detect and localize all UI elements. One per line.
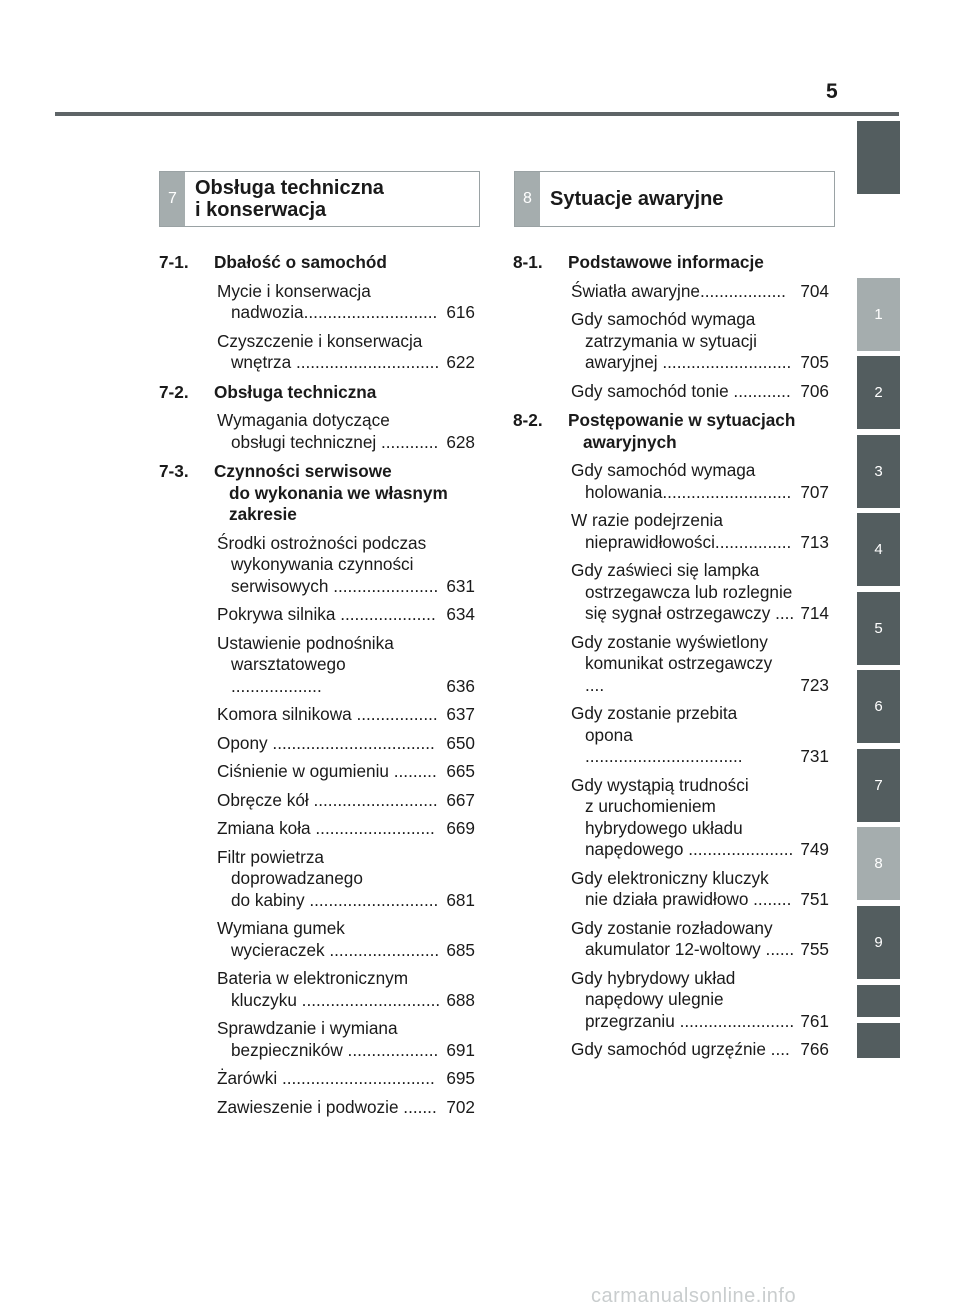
chapter-tab[interactable] xyxy=(857,1023,900,1058)
toc-entry-page: 669 xyxy=(446,818,475,838)
toc-entry-title: Filtr powietrza doprowadzanego do kabiny ........................... xyxy=(217,846,439,910)
chapter-tab-label: 5 xyxy=(874,620,883,637)
toc-entry-page: 636 xyxy=(446,675,475,696)
toc-entry-page: 751 xyxy=(800,889,829,909)
toc-entry-page: 667 xyxy=(446,789,475,810)
toc-entry[interactable] xyxy=(159,410,475,453)
toc-entry-page: 704 xyxy=(800,280,829,301)
toc-entry[interactable] xyxy=(159,761,475,783)
chapter-tab-label: 2 xyxy=(874,384,883,401)
toc-entry-title: Gdy hybrydowy układ napędowy ulegnie przegrzaniu ........................ xyxy=(571,967,795,1031)
toc-entry[interactable] xyxy=(513,381,829,403)
chapter-tab-label: 1 xyxy=(874,306,883,323)
toc-entry[interactable] xyxy=(513,309,829,374)
toc-entry[interactable] xyxy=(159,1097,475,1119)
chapter-tab[interactable] xyxy=(857,278,900,351)
toc-entry[interactable] xyxy=(159,818,475,840)
section-number: 7-1. xyxy=(159,252,189,272)
toc-entry-page: 681 xyxy=(446,889,475,910)
section-number: 8-2. xyxy=(513,410,543,430)
header-rule xyxy=(55,112,899,116)
toc-entry-title: Mycie i konserwacja nadwozia............................ xyxy=(217,280,438,322)
chapter-tab[interactable] xyxy=(857,827,900,900)
toc-entry-title: Opony .................................. xyxy=(217,732,435,753)
toc-entry-page: 637 xyxy=(446,704,475,724)
toc-entry-title: Gdy zostanie rozładowany akumulator 12-woltowy ...... xyxy=(571,917,795,959)
toc-entry-page: 650 xyxy=(446,732,475,753)
chapter-tab-label: 8 xyxy=(874,855,883,872)
toc-entry[interactable] xyxy=(513,918,829,961)
toc-entry-page: 706 xyxy=(800,380,829,401)
toc-entry-page: 702 xyxy=(446,1096,475,1117)
toc-entry-page: 631 xyxy=(446,575,475,596)
chapter-tab-label: 4 xyxy=(874,541,883,558)
toc-entry[interactable] xyxy=(159,633,475,698)
toc-entry-title: Czyszczenie i konserwacja wnętrza .............................. xyxy=(217,330,440,372)
toc-section xyxy=(513,410,829,453)
chapter-tab-label: 6 xyxy=(874,698,883,715)
toc-entry-page: 695 xyxy=(446,1068,475,1088)
toc-entry[interactable] xyxy=(159,331,475,374)
toc-column-chapter-8 xyxy=(513,244,829,1061)
toc-entry-page: 665 xyxy=(446,761,475,781)
toc-entry-title: Gdy zaświeci się lampka ostrzegawcza lub rozlegnie się sygnał ostrzegawczy .... xyxy=(571,560,795,623)
toc-entry-page: 628 xyxy=(446,431,475,452)
toc-entry-title: Środki ostrożności podczas wykonywania czynności serwisowych ...................... xyxy=(217,532,439,596)
toc-entry-title: Gdy elektroniczny kluczyk nie działa prawidłowo ........ xyxy=(571,867,792,909)
toc-entry[interactable] xyxy=(159,790,475,812)
toc-entry[interactable] xyxy=(513,281,829,303)
toc-entry-title: Obręcze kół .......................... xyxy=(217,789,438,810)
toc-entry-page: 685 xyxy=(446,939,475,960)
toc-section xyxy=(159,461,475,526)
toc-entry-title: Pokrywa silnika .................... xyxy=(217,604,436,624)
chapter-tab-label: 3 xyxy=(874,463,883,480)
page-number: 5 xyxy=(826,80,838,103)
section-number: 8-1. xyxy=(513,252,543,272)
chapter-tab[interactable] xyxy=(857,985,900,1017)
toc-entry-title: Gdy zostanie wyświetlony komunikat ostrzegawczy .... xyxy=(571,631,773,695)
chapter-title: Sytuacje awaryjne xyxy=(550,188,724,210)
toc-entry-page: 766 xyxy=(800,1039,829,1059)
toc-entry-page: 622 xyxy=(446,352,475,372)
toc-entry-page: 616 xyxy=(446,302,475,322)
toc-entry[interactable] xyxy=(513,632,829,697)
toc-entry-page: 755 xyxy=(800,939,829,959)
toc-entry-page: 761 xyxy=(800,1010,829,1031)
chapter-tab[interactable] xyxy=(857,592,900,665)
chapter-number: 7 xyxy=(160,172,185,226)
toc-entry-title: Ciśnienie w ogumieniu ......... xyxy=(217,761,437,781)
toc-entry-title: Wymagania dotyczące obsługi technicznej ............ xyxy=(217,410,439,452)
section-title: Postępowanie w sytuacjach awaryjnych xyxy=(568,410,796,452)
toc-entry-page: 634 xyxy=(446,604,475,624)
toc-entry[interactable] xyxy=(513,968,829,1033)
toc-entry-title: Gdy samochód wymaga holowania........................... xyxy=(571,460,792,502)
chapter-tab[interactable] xyxy=(857,435,900,508)
toc-entry-title: Żarówki ................................ xyxy=(217,1068,435,1088)
toc-entry-title: Zawieszenie i podwozie ....... xyxy=(217,1096,437,1117)
toc-entry-title: Sprawdzanie i wymiana bezpieczników ................... xyxy=(217,1018,439,1060)
toc-entry-page: 713 xyxy=(800,531,829,552)
toc-entry[interactable] xyxy=(159,968,475,1011)
section-number: 7-2. xyxy=(159,381,189,402)
section-title: Dbałość o samochód xyxy=(214,252,387,272)
section-title: Czynności serwisowe do wykonania we własnym zakresie xyxy=(214,461,448,524)
toc-entry-page: 714 xyxy=(800,603,829,623)
toc-entry[interactable] xyxy=(513,868,829,911)
toc-entry-page: 691 xyxy=(446,1039,475,1060)
chapter-8-header xyxy=(514,171,835,227)
toc-section xyxy=(513,252,829,274)
toc-entry[interactable] xyxy=(513,1039,829,1061)
toc-entry-title: Gdy zostanie przebita opona ................................. xyxy=(571,703,743,766)
toc-section xyxy=(159,252,475,274)
toc-entry-title: Gdy samochód ugrzęźnie .... xyxy=(571,1039,790,1059)
toc-entry[interactable] xyxy=(159,1018,475,1061)
toc-entry[interactable] xyxy=(513,560,829,625)
toc-section xyxy=(159,382,475,404)
toc-entry-title: Gdy wystąpią trudności z uruchomieniem hybrydowego układu napędowego ...................... xyxy=(571,774,794,859)
chapter-tab[interactable] xyxy=(857,670,900,743)
watermark: carmanualsonline.info xyxy=(591,1285,797,1307)
toc-entry-page: 749 xyxy=(800,839,829,859)
toc-entry[interactable] xyxy=(159,533,475,598)
toc-entry[interactable] xyxy=(159,281,475,324)
chapter-tab[interactable] xyxy=(857,749,900,822)
toc-entry-page: 705 xyxy=(800,352,829,372)
chapter-tab-label: 7 xyxy=(874,777,883,794)
toc-entry-page: 688 xyxy=(446,989,475,1010)
section-title: Obsługa techniczna xyxy=(214,381,377,402)
section-title: Podstawowe informacje xyxy=(568,252,764,272)
toc-entry[interactable] xyxy=(513,775,829,861)
chapter-tab-label: 9 xyxy=(874,934,883,951)
toc-entry-title: W razie podejrzenia nieprawidłowości................ xyxy=(571,510,792,552)
chapter-tab[interactable] xyxy=(857,121,900,194)
chapter-title: Obsługa techniczna i konserwacja xyxy=(195,177,384,221)
chapter-tab[interactable] xyxy=(857,356,900,429)
toc-entry[interactable] xyxy=(159,704,475,726)
toc-entry[interactable] xyxy=(159,847,475,912)
chapter-number: 8 xyxy=(515,172,540,226)
chapter-tab[interactable] xyxy=(857,513,900,586)
toc-entry-title: Światła awaryjne.................. xyxy=(571,280,786,301)
toc-entry[interactable] xyxy=(513,460,829,503)
toc-entry[interactable] xyxy=(159,733,475,755)
toc-entry-title: Wymiana gumek wycieraczek ....................... xyxy=(217,918,440,960)
toc-entry-title: Gdy samochód wymaga zatrzymania w sytuacji awaryjnej ........................... xyxy=(571,309,792,372)
section-number: 7-3. xyxy=(159,461,189,481)
toc-entry[interactable] xyxy=(159,1068,475,1090)
toc-entry[interactable] xyxy=(513,703,829,768)
toc-column-chapter-7 xyxy=(159,244,475,1118)
toc-entry-title: Komora silnikowa ................. xyxy=(217,704,438,724)
toc-entry-page: 707 xyxy=(800,481,829,502)
toc-entry-title: Gdy samochód tonie ............ xyxy=(571,380,791,401)
toc-entry[interactable] xyxy=(513,510,829,553)
toc-entry-title: Ustawienie podnośnika warsztatowego ................... xyxy=(217,632,394,696)
toc-entry-page: 731 xyxy=(800,746,829,766)
toc-entry[interactable] xyxy=(159,604,475,626)
toc-entry-page: 723 xyxy=(800,674,829,695)
chapter-tab[interactable] xyxy=(857,906,900,979)
toc-entry[interactable] xyxy=(159,918,475,961)
toc-entry-title: Bateria w elektronicznym kluczyku ............................. xyxy=(217,968,441,1010)
toc-entry-title: Zmiana koła ......................... xyxy=(217,818,435,838)
chapter-7-header xyxy=(159,171,480,227)
